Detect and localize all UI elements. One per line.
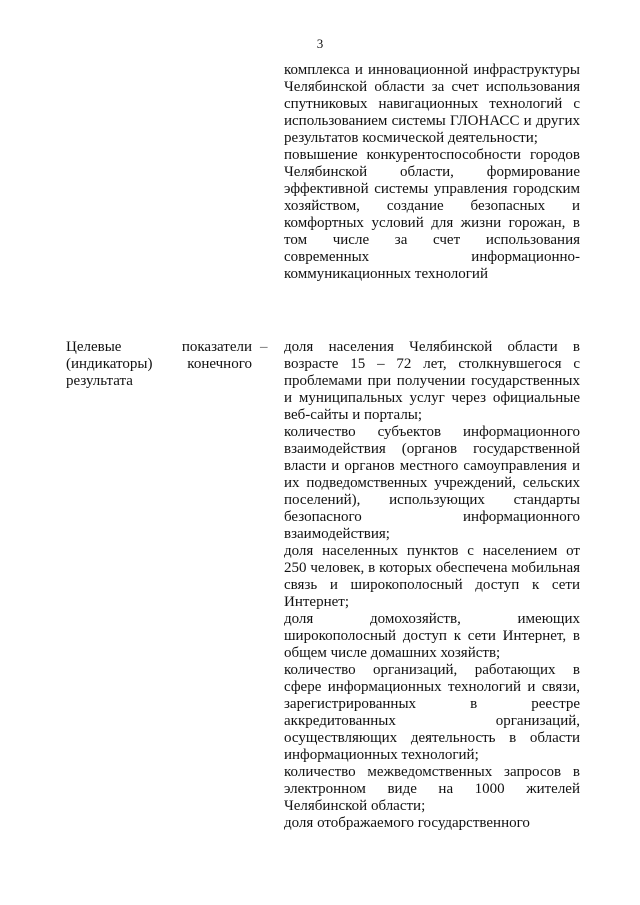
indicator-paragraph: количество субъектов информационного взаимодействия (органов государственной власти и органов местного самоуправления и их подведомственных учреждений, сельских поселений), использующих стандарты безопасного информационного взаимодействия; [284, 424, 580, 542]
indicator-paragraph: доля домохозяйств, имеющих широкополосный доступ к сети Интернет, в общем числе домашних хозяйств; [284, 611, 580, 661]
indicator-paragraph: доля отображаемого государственного [284, 815, 530, 831]
indicator-paragraph: доля населенных пунктов с населением от 250 человек, в которых обеспечена мобильная связь и широкополосный доступ к сети Интернет; [284, 543, 580, 610]
goal-paragraph: повышение конкурентоспособности городов Челябинской области, формирование эффективной системы управления городским хозяйством, создание безопасных и комфортных условий для жизни горожан, в том числе за счет использования современных информационно-коммуникационных технологий [284, 147, 580, 282]
indicator-paragraph: доля населения Челябинской области в возрасте 15 – 72 лет, столкнувшегося с проблемами при получении государственных и муниципальных услуг через официальные веб-сайты и порталы; [284, 339, 580, 423]
page-number: 3 [316, 36, 324, 51]
indicator-paragraph: количество межведомственных запросов в электронном виде на 1000 жителей Челябинской области; [284, 764, 580, 814]
indicators-list [284, 339, 580, 832]
goal-paragraph: комплекса и инновационной инфраструктуры Челябинской области за счет использования спутниковых навигационных технологий с использованием системы ГЛОНАСС и других результатов космической деятельности; [284, 62, 580, 146]
label-dash: – [260, 339, 268, 355]
indicators-label: Целевые показатели (индикаторы) конечного результата [66, 339, 252, 389]
goals-continuation [284, 62, 580, 283]
indicator-paragraph: количество организаций, работающих в сфере информационных технологий и связи, зарегистрированных в реестре аккредитованных организаций, осуществляющих деятельность в области информационных технологий; [284, 662, 580, 763]
